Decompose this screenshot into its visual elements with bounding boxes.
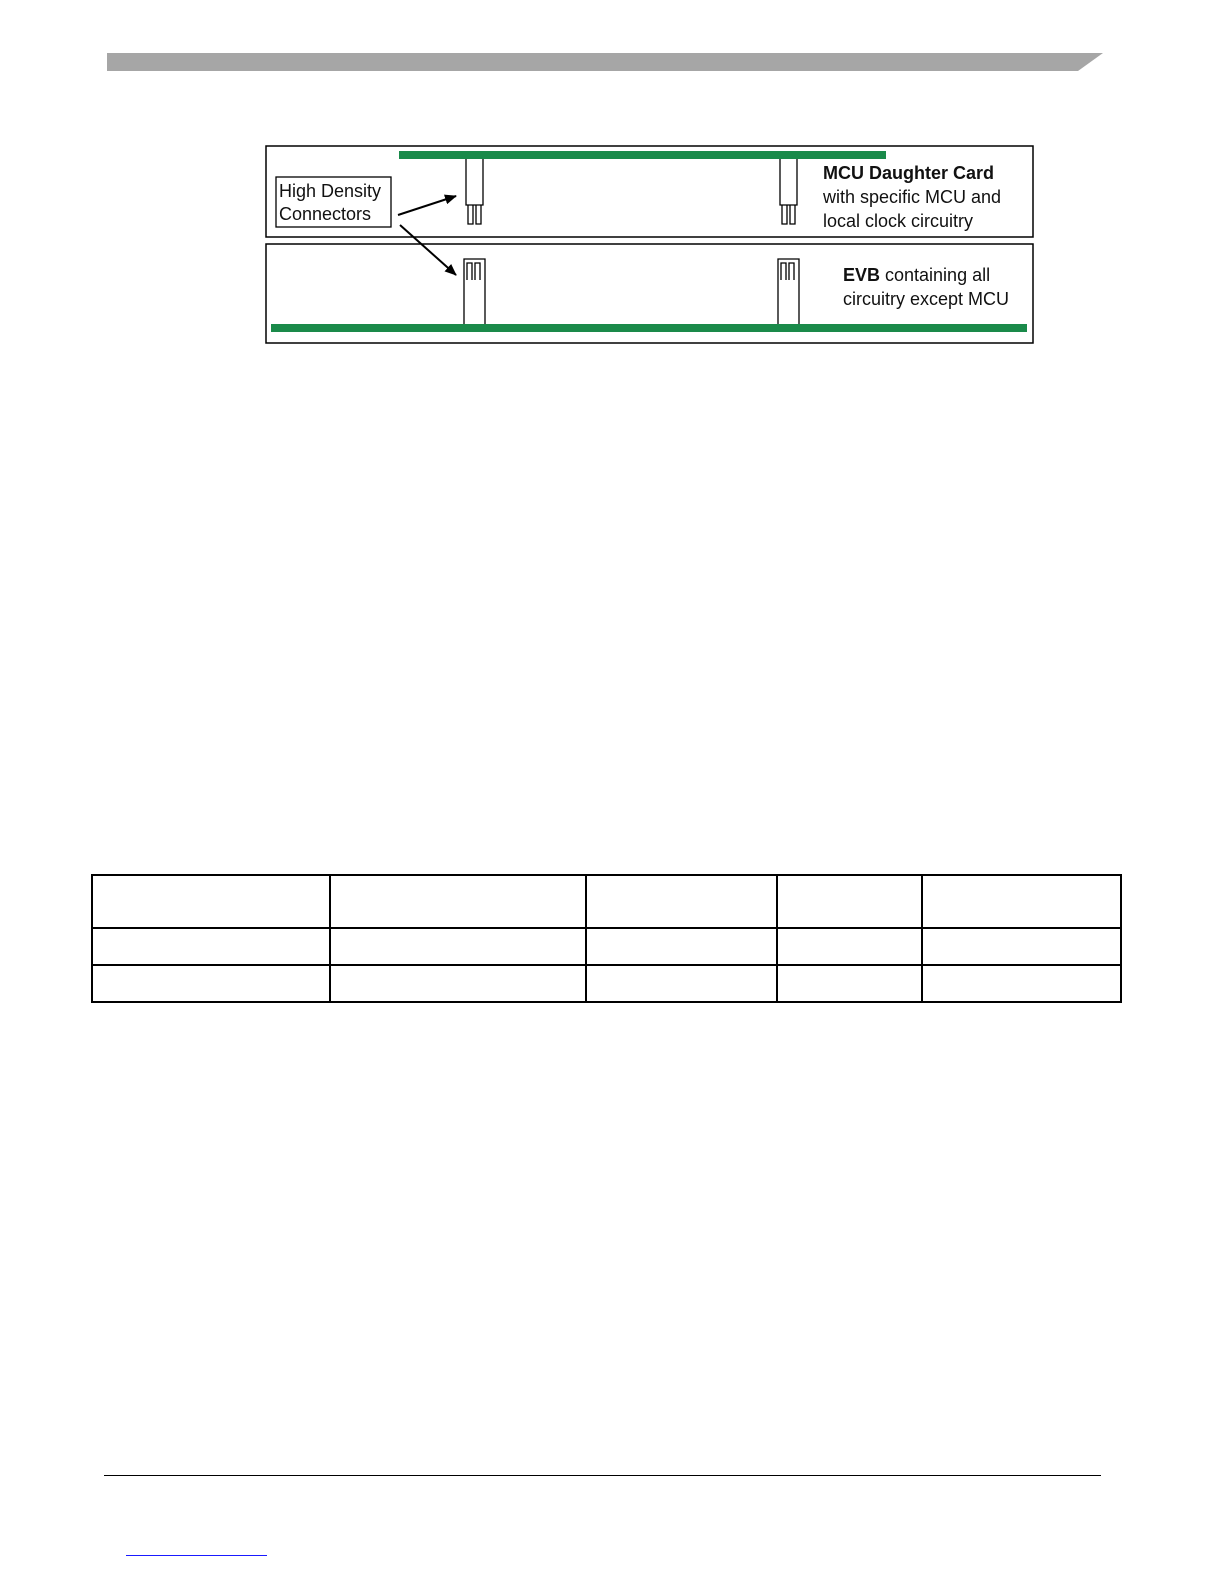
table-cell	[330, 965, 586, 1002]
table-header-cell	[92, 875, 330, 928]
table-header-row	[92, 875, 1121, 928]
table-cell	[922, 928, 1121, 965]
footer-rule	[104, 1475, 1101, 1476]
table-row	[92, 928, 1121, 965]
table-cell	[92, 965, 330, 1002]
table-row	[92, 965, 1121, 1002]
table-header-cell	[330, 875, 586, 928]
table-cell	[92, 928, 330, 965]
callout-line1: High Density	[279, 181, 382, 201]
table-cell	[777, 965, 922, 1002]
evb-title-bold: EVB	[843, 265, 881, 285]
table-cell	[922, 965, 1121, 1002]
evb-line2: circuitry except MCU	[843, 289, 1010, 309]
evb-title-rest: containing all	[880, 265, 991, 285]
table-cell	[586, 928, 777, 965]
table-header-cell	[586, 875, 777, 928]
daughter-card-title: MCU Daughter Card	[823, 163, 995, 183]
table-cell	[777, 928, 922, 965]
evb-title	[843, 265, 990, 285]
table-header-cell	[777, 875, 922, 928]
daughter-card-board	[399, 151, 886, 159]
connector-diagram	[0, 0, 1225, 380]
spec-table	[91, 874, 1122, 1003]
callout-line2: Connectors	[279, 204, 372, 224]
daughter-card-line2: local clock circuitry	[823, 211, 974, 231]
table-cell	[330, 928, 586, 965]
footer-link[interactable]	[126, 1555, 267, 1556]
evb-board	[271, 324, 1027, 332]
table-cell	[586, 965, 777, 1002]
table-header-cell	[922, 875, 1121, 928]
daughter-card-line1: with specific MCU and	[823, 187, 1002, 207]
